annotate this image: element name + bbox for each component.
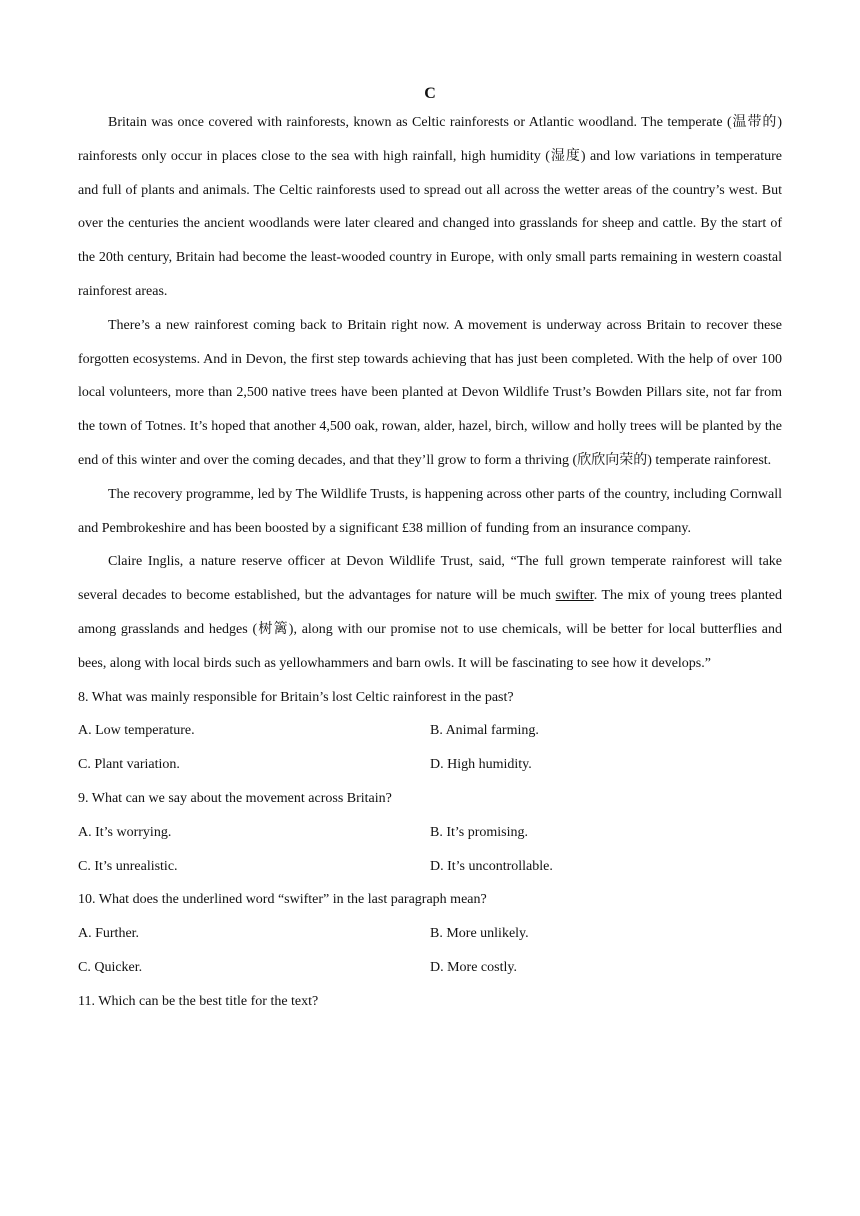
paragraph-4-text-start: Claire Inglis, a nature reserve officer at Devon Wildlife Trust, said, “The full grown temperate rainforest will take several decades to become established, but the advantages for nature will be much [78,554,782,604]
question-stem: 11. Which can be the best title for the text? [78,993,319,1009]
option-c: C. It’s unrealistic. [78,858,178,874]
document-page [78,82,782,1019]
option-c: C. Plant variation. [78,757,180,773]
underlined-word: swifter [555,588,594,604]
option-d: D. More costly. [430,959,517,975]
question-8 [78,681,782,782]
option-a: A. It’s worrying. [78,824,172,840]
question-stem: 9. What can we say about the movement across Britain? [78,790,392,806]
option-b: B. It’s promising. [430,824,529,840]
option-b: B. More unlikely. [430,926,529,942]
paragraph-4-text-end: . The mix of young trees planted among grasslands and hedges (树篱), along with our promise not to use chemicals, will be better for local butterflies and bees, along with local birds such as yellowhammers and barn owls. It will be fascinating to see how it develops.” [78,588,782,671]
passage-paragraph-2: There’s a new rainforest coming back to Britain right now. A movement is underway across Britain to recover these forgotten ecosystems. And in Devon, the first step towards achieving that has just been completed. With the help of over 100 local volunteers, more than 2,500 native trees have been planted at Devon Wildlife Trust’s Bowden Pillars site, not far from the town of Totnes. It’s hoped that another 4,500 oak, rowan, alder, hazel, birch, willow and holly trees will be planted by the end of this winter and over the coming decades, and that they’ll grow to form a thriving (欣欣向荣的) temperate rainforest. [78,317,782,468]
option-d: D. It’s uncontrollable. [430,858,553,874]
passage-paragraph-4 [78,545,782,680]
question-10 [78,883,782,984]
passage-paragraph-3: The recovery programme, led by The Wildlife Trusts, is happening across other parts of the country, including Cornwall and Pembrokeshire and has been boosted by a significant £38 million of funding from an insurance company. [78,486,782,536]
question-stem: 8. What was mainly responsible for Britain’s lost Celtic rainforest in the past? [78,689,514,705]
option-c: C. Quicker. [78,959,143,975]
section-title: C [424,85,436,102]
option-row [78,917,782,951]
option-row [78,748,782,782]
question-stem: 10. What does the underlined word “swifter” in the last paragraph mean? [78,892,487,908]
option-row [78,951,782,985]
option-row [78,714,782,748]
passage-paragraph-1: Britain was once covered with rainforests, known as Celtic rainforests or Atlantic woodland. The temperate (温带的) rainforests only occur in places close to the sea with high rainfall, high humidity (湿度) and low variations in temperature and full of plants and animals. The Celtic rainforests used to spread out all across the wetter areas of the country’s west. But over the centuries the ancient woodlands were later cleared and changed into grasslands for sheep and cattle. By the start of the 20th century, Britain had become the least-wooded country in Europe, with only small parts remaining in western coastal rainforest areas. [78,115,782,299]
option-a: A. Further. [78,926,140,942]
option-d: D. High humidity. [430,757,532,773]
option-b: B. Animal farming. [430,723,539,739]
question-11 [78,985,782,1019]
question-9 [78,782,782,883]
option-row [78,850,782,884]
option-row [78,816,782,850]
option-a: A. Low temperature. [78,723,195,739]
